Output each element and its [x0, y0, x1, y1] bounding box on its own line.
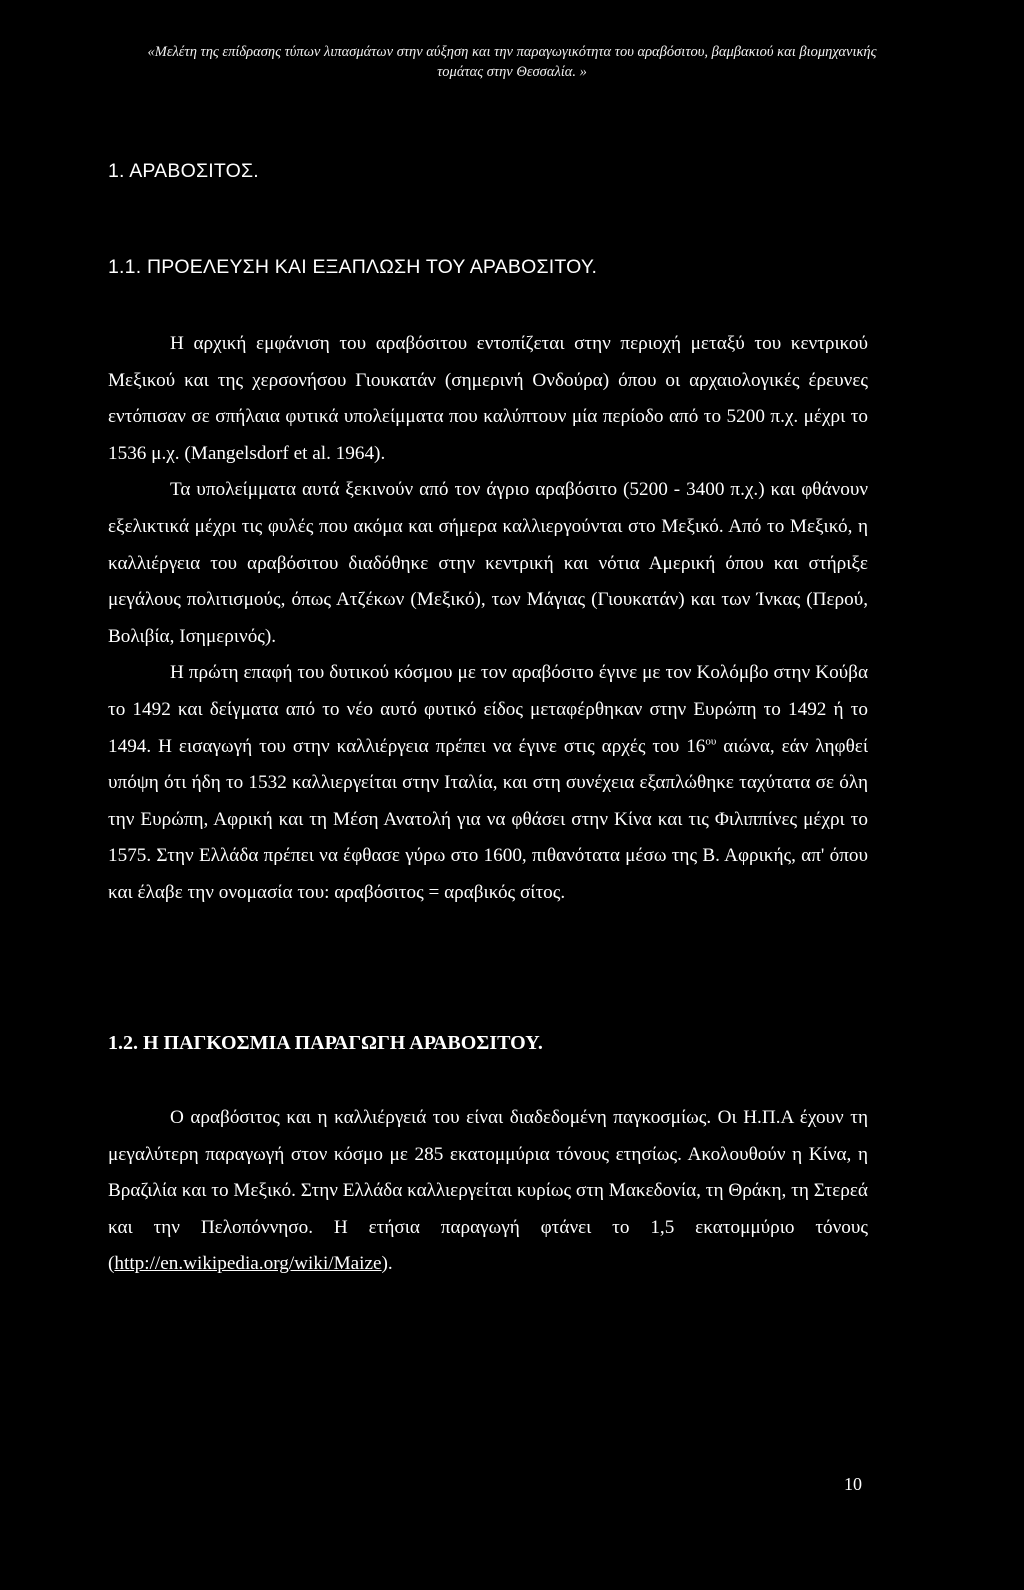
wikipedia-link[interactable]: http://en.wikipedia.org/wiki/Maize: [114, 1253, 382, 1275]
section-1-1-title: 1.1. ΠΡΟΕΛΕΥΣΗ ΚΑΙ ΕΞΑΠΛΩΣΗ ΤΟΥ ΑΡΑΒΟΣΙΤΟΥ.: [108, 256, 598, 278]
superscript: ου: [705, 735, 717, 748]
paragraph-text: ).: [381, 1253, 393, 1275]
paragraph-text: Η πρώτη επαφή του δυτικού κόσμου με τον αραβόσιτο έγινε με τον Κολόμβο στην Κούβα το 1492 και δείγματα από το νέο αυτό φυτικό είδος μεταφέρθηκαν στην Ευρώπη το 1492 ή το 1494. Η εισαγωγή του στην καλλιέργεια πρέπει να έγινε στις αρχές του 16: [108, 662, 868, 757]
paragraph: Η αρχική εμφάνιση του αραβόσιτου εντοπίζεται στην περιοχή μεταξύ του κεντρικού Μεξικού και της χερσονήσου Γιουκατάν (σημερινή Ονδούρα) όπου οι αρχαιολογικές έρευνες εντόπισαν σε σπήλαια φυτικά υπολείμματα που καλύπτουν μία περίοδο από το 5200 π.χ. μέχρι το 1536 μ.χ. (Mangelsdorf et al. 1964).: [108, 333, 868, 464]
running-header: [100, 42, 924, 82]
paragraph-text: Ο αραβόσιτος και η καλλιέργειά του είναι διαδεδομένη παγκοσμίως. Οι Η.Π.Α έχουν τη μεγαλύτερη παραγωγή στον κόσμο με 285 εκατομμύρια τόνους ετησίως. Ακολουθούν η Κίνα, η Βραζιλία και το Μεξικό. Στην Ελλάδα καλλιεργείται κυρίως στη Μακεδονία, τη Θράκη, τη Στερεά και την Πελοπόννησο. Η ετήσια παραγωγή φτάνει το 1,5 εκατομμύριο τόνους (: [108, 1107, 868, 1275]
paragraph: Τα υπολείμματα αυτά ξεκινούν από τον άγριο αραβόσιτο (5200 - 3400 π.χ.) και φθάνουν εξελικτικά μέχρι τις φυλές που ακόμα και σήμερα καλλιεργούνται στο Μεξικό. Από το Μεξικό, η καλλιέργεια του αραβόσιτου διαδόθηκε στην κεντρική και νότια Αμερική όπου και στήριξε μεγάλους πολιτισμούς, όπως Ατζέκων (Μεξικό), των Μάγιας (Γιουκατάν) και των Ίνκας (Περού, Βολιβία, Ισημερινός).: [108, 479, 868, 647]
running-header-line-1: «Μελέτη της επίδρασης τύπων λιπασμάτων στην αύξηση και την παραγωγικότητα του αραβόσιτου, βαμβακιού και βιομηχανικής: [147, 44, 877, 60]
section-1-2-title: 1.2. Η ΠΑΓΚΟΣΜΙΑ ΠΑΡΑΓΩΓΗ ΑΡΑΒΟΣΙΤΟΥ.: [108, 1032, 543, 1054]
paragraph: [108, 655, 868, 911]
paragraph-text: αιώνα, εάν ληφθεί υπόψη ότι ήδη το 1532 καλλιεργείται στην Ιταλία, και στη συνέχεια εξαπλώθηκε ταχύτατα σε όλη την Ευρώπη, Αφρική και τη Μέση Ανατολή για να φθάσει στην Κίνα και τις Φιλιππίνες μέχρι το 1575. Στην Ελλάδα πρέπει να έφθασε γύρω στο 1600, πιθανότατα μέσω της Β. Αφρικής, απ' όπου και έλαβε την ονομασία του: αραβόσιτος = αραβικός σίτος.: [108, 735, 869, 903]
page-number: 10: [844, 1474, 862, 1494]
section-1-1-body: [108, 326, 868, 912]
paragraph: [108, 1100, 868, 1283]
running-header-line-2: τομάτας στην Θεσσαλία. »: [437, 64, 587, 80]
section-1-title: 1. ΑΡΑΒΟΣΙΤΟΣ.: [108, 160, 259, 182]
section-1-2-body: [108, 1100, 868, 1283]
